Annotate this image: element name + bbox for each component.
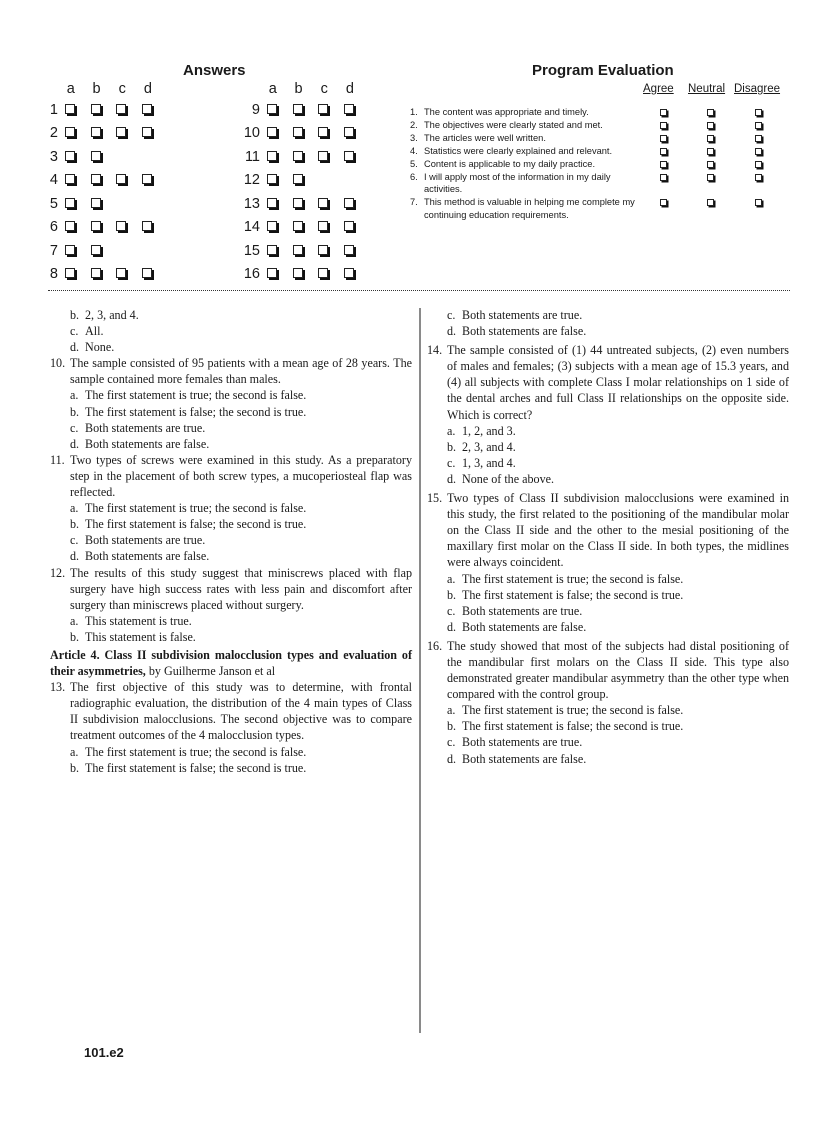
answer-option: b. The first statement is false; the second is true. bbox=[70, 760, 307, 775]
answer-option: a. 1, 2, and 3. bbox=[447, 423, 516, 438]
dotted-separator bbox=[48, 290, 790, 291]
answer-checkbox-16-c[interactable] bbox=[318, 268, 328, 278]
question-number: 7 bbox=[49, 242, 58, 259]
evaluation-item-7: 7. This method is valuable in helping me complete my continuing education requirements. bbox=[410, 196, 790, 222]
question-10-options bbox=[50, 387, 412, 451]
evaluation-item-3: 3. The articles were well written. bbox=[410, 132, 790, 145]
answer-checkbox-2-a[interactable] bbox=[65, 127, 75, 137]
answers-column-right bbox=[226, 80, 363, 286]
evaluation-disagree-checkbox-1[interactable] bbox=[755, 109, 762, 116]
answer-option: d. Both statements are false. bbox=[447, 324, 587, 339]
question-number: 13 bbox=[243, 195, 260, 212]
letter-a: a bbox=[66, 81, 75, 97]
answer-checkbox-10-d[interactable] bbox=[344, 127, 354, 137]
question-number: 14 bbox=[243, 219, 260, 236]
answer-option: b. The first statement is false; the second is true. bbox=[70, 404, 307, 419]
letter-d: d bbox=[143, 81, 152, 97]
question-11: 11. Two types of screws were examined in this study. As a preparatory step in the placement of both screw types, a mucoperiosteal flap was reflected. bbox=[50, 452, 412, 500]
question-number: 3 bbox=[49, 148, 58, 165]
answer-row-10 bbox=[226, 122, 363, 146]
answer-option: c. 1, 3, and 4. bbox=[447, 455, 516, 470]
letter-a: a bbox=[268, 81, 277, 97]
answer-checkbox-4-d[interactable] bbox=[142, 174, 152, 184]
answer-option: d. Both statements are false. bbox=[70, 436, 210, 451]
evaluation-neutral-checkbox-2[interactable] bbox=[707, 122, 714, 129]
answer-row-4 bbox=[40, 169, 161, 193]
answer-checkbox-13-c[interactable] bbox=[318, 198, 328, 208]
answer-checkbox-11-d[interactable] bbox=[344, 151, 354, 161]
letter-c: c bbox=[118, 81, 126, 97]
evaluation-agree-checkbox-4[interactable] bbox=[660, 148, 667, 155]
question-10: 10. The sample consisted of 95 patients with a mean age of 28 years. The sample contained more females than males. bbox=[50, 356, 412, 387]
answer-checkbox-6-a[interactable] bbox=[65, 221, 75, 231]
question-number: 5 bbox=[49, 195, 58, 212]
evaluation-neutral-checkbox-6[interactable] bbox=[707, 174, 714, 181]
evaluation-agree-checkbox-5[interactable] bbox=[660, 161, 667, 168]
answer-checkbox-1-a[interactable] bbox=[65, 104, 75, 114]
question-number: 10 bbox=[243, 125, 260, 142]
evaluation-agree-checkbox-3[interactable] bbox=[660, 135, 667, 142]
question-number: 12 bbox=[243, 172, 260, 189]
q9-options-tail bbox=[50, 307, 412, 355]
answer-row-15 bbox=[226, 239, 363, 263]
questions-right-column bbox=[427, 307, 789, 767]
answer-checkbox-15-d[interactable] bbox=[344, 245, 354, 255]
answer-checkbox-15-c[interactable] bbox=[318, 245, 328, 255]
questions-left-column bbox=[50, 307, 412, 776]
answer-checkbox-12-b[interactable] bbox=[293, 174, 303, 184]
answer-option: a. The first statement is true; the second is false. bbox=[447, 703, 684, 718]
answer-option: b. The first statement is false; the second is true. bbox=[447, 587, 684, 602]
answer-row-12 bbox=[226, 169, 363, 193]
answer-checkbox-11-a[interactable] bbox=[267, 151, 277, 161]
question-number: 2 bbox=[49, 125, 58, 142]
answer-checkbox-2-b[interactable] bbox=[91, 127, 101, 137]
evaluation-agree-checkbox-7[interactable] bbox=[660, 199, 667, 206]
question-number: 11 bbox=[244, 148, 260, 165]
answer-checkbox-2-c[interactable] bbox=[116, 127, 126, 137]
answer-option: d. None of the above. bbox=[447, 471, 555, 486]
answer-checkbox-13-d[interactable] bbox=[344, 198, 354, 208]
letter-b: b bbox=[294, 81, 303, 97]
answer-row-16 bbox=[226, 263, 363, 287]
answer-option: a. The first statement is true; the second is false. bbox=[70, 501, 307, 516]
article-4-title: Article 4. Class II subdivision malocclusion types and evaluation of their asymmetries, bbox=[50, 647, 412, 679]
answers-letter-header bbox=[40, 80, 161, 98]
answer-option: b. This statement is false. bbox=[70, 629, 196, 644]
evaluation-neutral-checkbox-5[interactable] bbox=[707, 161, 714, 168]
answer-row-13 bbox=[226, 192, 363, 216]
answer-checkbox-16-d[interactable] bbox=[344, 268, 354, 278]
answer-option: c. All. bbox=[70, 324, 104, 339]
question-15-options bbox=[427, 571, 789, 635]
answer-row-9 bbox=[226, 98, 363, 122]
answer-checkbox-8-d[interactable] bbox=[142, 268, 152, 278]
answer-option: c. Both statements are true. bbox=[447, 603, 583, 618]
evaluation-items bbox=[410, 106, 790, 222]
answer-option: b. The first statement is false; the second is true. bbox=[447, 719, 684, 734]
answer-checkbox-14-c[interactable] bbox=[318, 221, 328, 231]
answer-checkbox-11-b[interactable] bbox=[293, 151, 303, 161]
evaluation-headers bbox=[643, 83, 780, 95]
answer-row-14 bbox=[226, 216, 363, 240]
answer-checkbox-7-a[interactable] bbox=[65, 245, 75, 255]
answer-row-7 bbox=[40, 239, 161, 263]
answer-checkbox-9-a[interactable] bbox=[267, 104, 277, 114]
answer-row-6 bbox=[40, 216, 161, 240]
answer-checkbox-6-c[interactable] bbox=[116, 221, 126, 231]
answer-checkbox-6-d[interactable] bbox=[142, 221, 152, 231]
answer-checkbox-9-c[interactable] bbox=[318, 104, 328, 114]
question-number: 1 bbox=[49, 101, 58, 118]
answer-checkbox-9-b[interactable] bbox=[293, 104, 303, 114]
answer-option: b. 2, 3, and 4. bbox=[70, 308, 139, 322]
evaluation-neutral-checkbox-3[interactable] bbox=[707, 135, 714, 142]
evaluation-disagree-checkbox-7[interactable] bbox=[755, 199, 762, 206]
question-14-options bbox=[427, 423, 789, 487]
answer-checkbox-1-d[interactable] bbox=[142, 104, 152, 114]
answer-checkbox-3-a[interactable] bbox=[65, 151, 75, 161]
question-12: 12. The results of this study suggest that miniscrews placed with flap surgery have high success rates with less pain and discomfort after surgery than miniscrews placed without surgery. bbox=[50, 565, 412, 612]
answer-option: d. None. bbox=[70, 340, 115, 355]
answer-checkbox-4-a[interactable] bbox=[65, 174, 75, 184]
answer-checkbox-6-b[interactable] bbox=[91, 221, 101, 231]
evaluation-disagree-checkbox-6[interactable] bbox=[755, 174, 762, 181]
answer-row-1 bbox=[40, 98, 161, 122]
answer-option: d. Both statements are false. bbox=[447, 751, 587, 766]
answer-checkbox-15-b[interactable] bbox=[293, 245, 303, 255]
evaluation-agree-checkbox-1[interactable] bbox=[660, 109, 667, 116]
answer-option: c. Both statements are true. bbox=[447, 735, 583, 750]
answer-checkbox-4-b[interactable] bbox=[91, 174, 101, 184]
answer-checkbox-1-c[interactable] bbox=[116, 104, 126, 114]
answer-checkbox-16-b[interactable] bbox=[293, 268, 303, 278]
answer-checkbox-12-a[interactable] bbox=[267, 174, 277, 184]
answers-letter-header bbox=[226, 80, 363, 98]
question-13-options bbox=[50, 744, 412, 776]
answer-row-11 bbox=[226, 145, 363, 169]
letter-d: d bbox=[345, 81, 354, 97]
question-16: 16. The study showed that most of the subjects had distal positioning of the mandibular first molars on the Class II side. This type also demonstrated greater mandibular asymmetry than the other type when compared with the control group. bbox=[427, 638, 789, 702]
question-number: 6 bbox=[49, 219, 58, 236]
answer-checkbox-11-c[interactable] bbox=[318, 151, 328, 161]
evaluation-item-2: 2. The objectives were clearly stated and met. bbox=[410, 119, 790, 132]
question-11-options bbox=[50, 500, 412, 564]
letter-c: c bbox=[320, 81, 328, 97]
page-number: 101.e2 bbox=[84, 1045, 124, 1060]
answer-option: a. This statement is true. bbox=[70, 613, 192, 628]
question-16-options bbox=[427, 702, 789, 766]
evaluation-neutral-checkbox-7[interactable] bbox=[707, 199, 714, 206]
evaluation-item-5: 5. Content is applicable to my daily practice. bbox=[410, 158, 790, 171]
question-12-options bbox=[50, 613, 412, 645]
column-divider bbox=[419, 308, 421, 1033]
answer-row-8 bbox=[40, 263, 161, 287]
answer-checkbox-14-d[interactable] bbox=[344, 221, 354, 231]
answer-checkbox-3-b[interactable] bbox=[91, 151, 101, 161]
answer-checkbox-9-d[interactable] bbox=[344, 104, 354, 114]
answer-checkbox-10-c[interactable] bbox=[318, 127, 328, 137]
evaluation-disagree-checkbox-5[interactable] bbox=[755, 161, 762, 168]
answer-checkbox-14-a[interactable] bbox=[267, 221, 277, 231]
evaluation-item-1: 1. The content was appropriate and timely. bbox=[410, 106, 790, 119]
answers-column-left bbox=[40, 80, 161, 286]
answer-checkbox-10-a[interactable] bbox=[267, 127, 277, 137]
question-14: 14. The sample consisted of (1) 44 untreated subjects, (2) even numbers of males and females; (3) subjects with a mean age of 15.3 years, and (4) all subjects with complete Class I molar relationships on 1 side of the dental arches and full Class II relationships on the opposite side. Which is correct? bbox=[427, 343, 789, 422]
answer-option: d. Both statements are false. bbox=[70, 549, 210, 564]
answer-option: c. Both statements are true. bbox=[447, 308, 583, 322]
answer-row-2 bbox=[40, 122, 161, 146]
answer-option: c. Both statements are true. bbox=[70, 533, 206, 548]
header-neutral: Neutral bbox=[688, 83, 726, 95]
question-number: 4 bbox=[49, 172, 58, 189]
answer-checkbox-4-c[interactable] bbox=[116, 174, 126, 184]
question-15: 15. Two types of Class II subdivision malocclusions were examined in this study, the first related to the positioning of the mandibular molar on the Class II side and the other to the mesial positioning of the maxillary first molar on the Class II side. In both types, the midlines were always coincident. bbox=[427, 491, 789, 570]
answers-title: Answers bbox=[183, 62, 246, 79]
answer-option: d. Both statements are false. bbox=[447, 619, 587, 634]
evaluation-disagree-checkbox-3[interactable] bbox=[755, 135, 762, 142]
answer-checkbox-8-b[interactable] bbox=[91, 268, 101, 278]
answer-option: b. 2, 3, and 4. bbox=[447, 439, 516, 454]
letter-b: b bbox=[92, 81, 101, 97]
answer-checkbox-5-a[interactable] bbox=[65, 198, 75, 208]
evaluation-agree-checkbox-2[interactable] bbox=[660, 122, 667, 129]
answer-row-3 bbox=[40, 145, 161, 169]
evaluation-title: Program Evaluation bbox=[532, 62, 674, 79]
article-4-heading bbox=[50, 647, 412, 679]
answer-checkbox-5-b[interactable] bbox=[91, 198, 101, 208]
answer-checkbox-16-a[interactable] bbox=[267, 268, 277, 278]
answer-checkbox-13-a[interactable] bbox=[267, 198, 277, 208]
answer-checkbox-8-a[interactable] bbox=[65, 268, 75, 278]
answer-checkbox-15-a[interactable] bbox=[267, 245, 277, 255]
question-13: 13. The first objective of this study was to determine, with frontal radiographic evaluation, the distribution of the 4 main types of Class II subdivision malocclusions. The second objective was to compare treatment outcomes of the 4 malocclusion types. bbox=[50, 680, 412, 743]
answer-checkbox-8-c[interactable] bbox=[116, 268, 126, 278]
q13-options-tail bbox=[427, 307, 789, 339]
evaluation-disagree-checkbox-4[interactable] bbox=[755, 148, 762, 155]
answer-row-5 bbox=[40, 192, 161, 216]
answer-checkbox-13-b[interactable] bbox=[293, 198, 303, 208]
answer-option: a. The first statement is true; the second is false. bbox=[70, 744, 307, 759]
evaluation-disagree-checkbox-2[interactable] bbox=[755, 122, 762, 129]
evaluation-neutral-checkbox-1[interactable] bbox=[707, 109, 714, 116]
article-4-byline: by Guilherme Janson et al bbox=[145, 664, 276, 679]
answer-checkbox-10-b[interactable] bbox=[293, 127, 303, 137]
question-number: 16 bbox=[243, 266, 260, 283]
answer-option: a. The first statement is true; the second is false. bbox=[447, 571, 684, 586]
header-agree: Agree bbox=[643, 83, 674, 95]
evaluation-item-4: 4. Statistics were clearly explained and relevant. bbox=[410, 145, 790, 158]
answer-checkbox-1-b[interactable] bbox=[91, 104, 101, 114]
answer-option: b. The first statement is false; the second is true. bbox=[70, 517, 307, 532]
question-number: 15 bbox=[243, 242, 260, 259]
evaluation-agree-checkbox-6[interactable] bbox=[660, 174, 667, 181]
question-number: 9 bbox=[251, 101, 260, 118]
answer-option: c. Both statements are true. bbox=[70, 420, 206, 435]
answer-checkbox-14-b[interactable] bbox=[293, 221, 303, 231]
answer-checkbox-2-d[interactable] bbox=[142, 127, 152, 137]
answer-option: a. The first statement is true; the second is false. bbox=[70, 388, 307, 403]
evaluation-neutral-checkbox-4[interactable] bbox=[707, 148, 714, 155]
answer-checkbox-7-b[interactable] bbox=[91, 245, 101, 255]
evaluation-item-6: 6. I will apply most of the information in my daily activities. bbox=[410, 171, 790, 197]
question-number: 8 bbox=[49, 266, 58, 283]
header-disagree: Disagree bbox=[734, 83, 781, 95]
